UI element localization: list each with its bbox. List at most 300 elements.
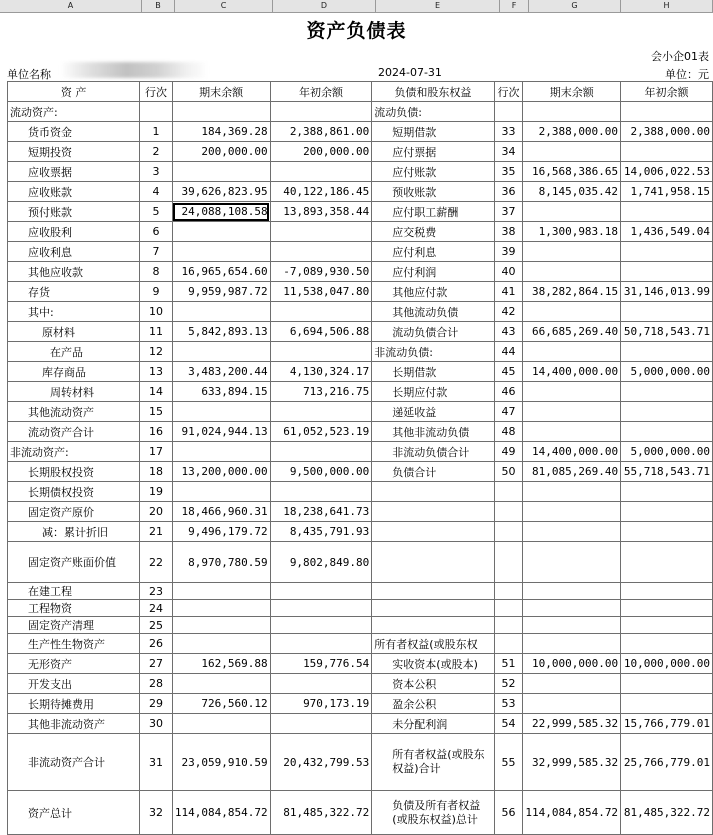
cell-h[interactable] <box>621 262 713 282</box>
cell-f[interactable]: 49 <box>494 442 523 462</box>
header-cell[interactable]: 行次 <box>494 82 523 102</box>
cell-c[interactable] <box>172 222 270 242</box>
cell-b[interactable]: 19 <box>140 482 172 502</box>
cell-b[interactable]: 3 <box>140 162 172 182</box>
cell-b[interactable]: 23 <box>140 583 172 600</box>
header-cell[interactable]: 年初余额 <box>621 82 713 102</box>
cell-a[interactable]: 原材料 <box>8 322 140 342</box>
cell-c[interactable]: 18,466,960.31 <box>172 502 270 522</box>
table-row <box>8 583 713 600</box>
cell-a[interactable]: 其他非流动资产 <box>8 714 140 734</box>
cell-a[interactable]: 长期债权投资 <box>8 482 140 502</box>
cell-g[interactable] <box>523 262 621 282</box>
cell-d[interactable] <box>270 242 372 262</box>
cell-c[interactable]: 9,496,179.72 <box>172 522 270 542</box>
cell-b[interactable]: 18 <box>140 462 172 482</box>
cell-f[interactable]: 36 <box>494 182 523 202</box>
cell-d[interactable] <box>270 674 372 694</box>
cell-e[interactable]: 长期应付款 <box>372 382 494 402</box>
cell-f[interactable]: 40 <box>494 262 523 282</box>
cell-b[interactable]: 24 <box>140 600 172 617</box>
cell-c[interactable] <box>172 102 270 122</box>
cell-b[interactable]: 10 <box>140 302 172 322</box>
cell-a[interactable]: 周转材料 <box>8 382 140 402</box>
table-row <box>8 302 713 322</box>
cell-h[interactable] <box>621 617 713 634</box>
cell-c[interactable]: 114,084,854.72 <box>172 791 270 835</box>
cell-b[interactable]: 29 <box>140 694 172 714</box>
cell-g[interactable] <box>523 242 621 262</box>
table-row <box>8 322 713 342</box>
cell-g[interactable] <box>523 482 621 502</box>
cell-h[interactable] <box>621 102 713 122</box>
cell-c[interactable] <box>172 617 270 634</box>
cell-e[interactable]: 负债合计 <box>372 462 494 482</box>
cell-c[interactable] <box>172 583 270 600</box>
cell-e[interactable] <box>372 522 494 542</box>
cell-a[interactable]: 非流动资产: <box>8 442 140 462</box>
cell-a[interactable]: 流动资产合计 <box>8 422 140 442</box>
cell-d[interactable] <box>270 482 372 502</box>
cell-f[interactable]: 54 <box>494 714 523 734</box>
table-header-row <box>8 82 713 102</box>
cell-f[interactable] <box>494 583 523 600</box>
cell-e[interactable]: 应付利息 <box>372 242 494 262</box>
cell-e[interactable]: 流动负债合计 <box>372 322 494 342</box>
cell-c[interactable]: 726,560.12 <box>172 694 270 714</box>
cell-b[interactable]: 11 <box>140 322 172 342</box>
cell-f[interactable]: 47 <box>494 402 523 422</box>
cell-g[interactable] <box>523 402 621 422</box>
cell-b[interactable]: 26 <box>140 634 172 654</box>
sheet-title: 资产负债表 <box>306 20 407 42</box>
column-header-h[interactable]: H <box>621 0 713 12</box>
cell-g[interactable] <box>523 102 621 122</box>
column-header-b[interactable]: B <box>142 0 175 12</box>
cell-b[interactable]: 9 <box>140 282 172 302</box>
cell-d[interactable] <box>270 600 372 617</box>
cell-f[interactable]: 52 <box>494 674 523 694</box>
cell-f[interactable]: 45 <box>494 362 523 382</box>
cell-a[interactable]: 固定资产账面价值 <box>8 542 140 583</box>
cell-b[interactable]: 1 <box>140 122 172 142</box>
cell-b[interactable]: 16 <box>140 422 172 442</box>
table-row <box>8 402 713 422</box>
cell-c[interactable] <box>172 302 270 322</box>
cell-g[interactable] <box>523 617 621 634</box>
cell-h[interactable] <box>621 422 713 442</box>
cell-g[interactable] <box>523 583 621 600</box>
cell-f[interactable] <box>494 102 523 122</box>
cell-b[interactable]: 32 <box>140 791 172 835</box>
cell-b[interactable] <box>140 102 172 122</box>
cell-a[interactable]: 流动资产: <box>8 102 140 122</box>
cell-f[interactable]: 42 <box>494 302 523 322</box>
cell-b[interactable]: 4 <box>140 182 172 202</box>
cell-e[interactable]: 应付利润 <box>372 262 494 282</box>
cell-h[interactable] <box>621 600 713 617</box>
cell-c[interactable]: 24,088,108.58 <box>172 202 270 222</box>
cell-c[interactable] <box>172 342 270 362</box>
cell-e[interactable] <box>372 542 494 583</box>
cell-d[interactable] <box>270 617 372 634</box>
cell-c[interactable]: 162,569.88 <box>172 654 270 674</box>
cell-d[interactable]: 40,122,186.45 <box>270 182 372 202</box>
cell-e[interactable]: 长期借款 <box>372 362 494 382</box>
cell-g[interactable]: 81,085,269.40 <box>523 462 621 482</box>
cell-f[interactable]: 34 <box>494 142 523 162</box>
cell-f[interactable] <box>494 502 523 522</box>
cell-d[interactable]: 18,238,641.73 <box>270 502 372 522</box>
cell-d[interactable] <box>270 342 372 362</box>
cell-e[interactable]: 应付账款 <box>372 162 494 182</box>
cell-e[interactable]: 其他流动负债 <box>372 302 494 322</box>
cell-h[interactable] <box>621 522 713 542</box>
cell-a[interactable]: 非流动资产合计 <box>8 734 140 791</box>
cell-h[interactable] <box>621 583 713 600</box>
cell-h[interactable]: 81,485,322.72 <box>621 791 713 835</box>
header-cell[interactable]: 年初余额 <box>270 82 372 102</box>
cell-a[interactable]: 固定资产原价 <box>8 502 140 522</box>
cell-g[interactable] <box>523 422 621 442</box>
cell-b[interactable]: 14 <box>140 382 172 402</box>
cell-f[interactable]: 53 <box>494 694 523 714</box>
cell-b[interactable]: 20 <box>140 502 172 522</box>
cell-e[interactable]: 非流动负债: <box>372 342 494 362</box>
cell-c[interactable] <box>172 714 270 734</box>
cell-f[interactable]: 51 <box>494 654 523 674</box>
cell-g[interactable] <box>523 542 621 583</box>
cell-c[interactable] <box>172 162 270 182</box>
cell-b[interactable]: 17 <box>140 442 172 462</box>
cell-d[interactable]: 4,130,324.17 <box>270 362 372 382</box>
cell-f[interactable] <box>494 482 523 502</box>
cell-h[interactable]: 1,741,958.15 <box>621 182 713 202</box>
cell-c[interactable]: 8,970,780.59 <box>172 542 270 583</box>
cell-f[interactable] <box>494 634 523 654</box>
cell-a[interactable]: 其中: <box>8 302 140 322</box>
cell-h[interactable] <box>621 542 713 583</box>
report-date: 2024-07-31 <box>378 66 442 79</box>
cell-h[interactable]: 25,766,779.01 <box>621 734 713 791</box>
column-header-a[interactable]: A <box>0 0 142 12</box>
cell-a[interactable]: 短期投资 <box>8 142 140 162</box>
cell-d[interactable]: 2,388,861.00 <box>270 122 372 142</box>
cell-g[interactable]: 38,282,864.15 <box>523 282 621 302</box>
cell-d[interactable]: 20,432,799.53 <box>270 734 372 791</box>
cell-a[interactable]: 预付账款 <box>8 202 140 222</box>
cell-d[interactable] <box>270 634 372 654</box>
cell-f[interactable]: 41 <box>494 282 523 302</box>
cell-c[interactable]: 39,626,823.95 <box>172 182 270 202</box>
table-row <box>8 142 713 162</box>
cell-c[interactable]: 91,024,944.13 <box>172 422 270 442</box>
cell-c[interactable]: 13,200,000.00 <box>172 462 270 482</box>
cell-d[interactable] <box>270 583 372 600</box>
cell-d[interactable] <box>270 714 372 734</box>
cell-f[interactable] <box>494 522 523 542</box>
currency-unit: 单位：元 <box>665 68 709 81</box>
cell-e[interactable] <box>372 617 494 634</box>
cell-e[interactable]: 应交税费 <box>372 222 494 242</box>
cell-g[interactable] <box>523 382 621 402</box>
cell-h[interactable]: 50,718,543.71 <box>621 322 713 342</box>
cell-d[interactable]: 13,893,358.44 <box>270 202 372 222</box>
cell-c[interactable]: 23,059,910.59 <box>172 734 270 791</box>
cell-b[interactable]: 21 <box>140 522 172 542</box>
cell-a[interactable]: 货币资金 <box>8 122 140 142</box>
cell-d[interactable]: 200,000.00 <box>270 142 372 162</box>
cell-g[interactable] <box>523 502 621 522</box>
cell-e[interactable]: 短期借款 <box>372 122 494 142</box>
cell-c[interactable] <box>172 634 270 654</box>
cell-f[interactable]: 38 <box>494 222 523 242</box>
cell-g[interactable]: 114,084,854.72 <box>523 791 621 835</box>
cell-e[interactable]: 实收资本(或股本) <box>372 654 494 674</box>
cell-g[interactable]: 1,300,983.18 <box>523 222 621 242</box>
cell-a[interactable]: 应收利息 <box>8 242 140 262</box>
column-header-f[interactable]: F <box>500 0 529 12</box>
table-row <box>8 734 713 791</box>
cell-h[interactable]: 5,000,000.00 <box>621 442 713 462</box>
table-row <box>8 634 713 654</box>
cell-e[interactable]: 预收账款 <box>372 182 494 202</box>
cell-g[interactable] <box>523 142 621 162</box>
cell-d[interactable] <box>270 402 372 422</box>
cell-g[interactable] <box>523 600 621 617</box>
cell-h[interactable] <box>621 142 713 162</box>
table-row <box>8 462 713 482</box>
cell-h[interactable] <box>621 502 713 522</box>
cell-c[interactable]: 16,965,654.60 <box>172 262 270 282</box>
table-row <box>8 222 713 242</box>
cell-h[interactable]: 2,388,000.00 <box>621 122 713 142</box>
cell-d[interactable] <box>270 162 372 182</box>
cell-a[interactable]: 在产品 <box>8 342 140 362</box>
cell-h[interactable] <box>621 634 713 654</box>
cell-g[interactable] <box>523 674 621 694</box>
cell-c[interactable] <box>172 242 270 262</box>
cell-c[interactable] <box>172 600 270 617</box>
cell-f[interactable]: 43 <box>494 322 523 342</box>
cell-g[interactable] <box>523 342 621 362</box>
cell-d[interactable]: 11,538,047.80 <box>270 282 372 302</box>
cell-d[interactable] <box>270 102 372 122</box>
cell-a[interactable]: 其他应收款 <box>8 262 140 282</box>
cell-g[interactable]: 2,388,000.00 <box>523 122 621 142</box>
cell-d[interactable]: -7,089,930.50 <box>270 262 372 282</box>
cell-f[interactable]: 55 <box>494 734 523 791</box>
cell-b[interactable]: 27 <box>140 654 172 674</box>
table-row <box>8 262 713 282</box>
header-cell[interactable]: 期末余额 <box>523 82 621 102</box>
cell-e[interactable]: 其他应付款 <box>372 282 494 302</box>
cell-b[interactable]: 15 <box>140 402 172 422</box>
cell-b[interactable]: 7 <box>140 242 172 262</box>
cell-b[interactable]: 28 <box>140 674 172 694</box>
cell-f[interactable]: 48 <box>494 422 523 442</box>
cell-a[interactable]: 减：累计折旧 <box>8 522 140 542</box>
cell-h[interactable]: 15,766,779.01 <box>621 714 713 734</box>
cell-h[interactable] <box>621 694 713 714</box>
cell-a[interactable]: 固定资产清理 <box>8 617 140 634</box>
cell-a[interactable]: 资产总计 <box>8 791 140 835</box>
cell-a[interactable]: 在建工程 <box>8 583 140 600</box>
header-cell[interactable]: 期末余额 <box>172 82 270 102</box>
cell-g[interactable] <box>523 302 621 322</box>
cell-b[interactable]: 22 <box>140 542 172 583</box>
cell-a[interactable]: 应收账款 <box>8 182 140 202</box>
cell-c[interactable]: 200,000.00 <box>172 142 270 162</box>
cell-g[interactable]: 8,145,035.42 <box>523 182 621 202</box>
cell-c[interactable]: 3,483,200.44 <box>172 362 270 382</box>
table-row <box>8 342 713 362</box>
cell-e[interactable]: 递延收益 <box>372 402 494 422</box>
cell-e[interactable]: 负债及所有者权益(或股东权益)总计 <box>372 791 494 835</box>
cell-c[interactable] <box>172 402 270 422</box>
cell-h[interactable] <box>621 342 713 362</box>
cell-h[interactable]: 55,718,543.71 <box>621 462 713 482</box>
column-header-d[interactable]: D <box>273 0 376 12</box>
cell-a[interactable]: 长期待摊费用 <box>8 694 140 714</box>
cell-e[interactable]: 应付票据 <box>372 142 494 162</box>
cell-b[interactable]: 30 <box>140 714 172 734</box>
cell-a[interactable]: 其他流动资产 <box>8 402 140 422</box>
cell-e[interactable]: 盈余公积 <box>372 694 494 714</box>
cell-d[interactable]: 713,216.75 <box>270 382 372 402</box>
cell-g[interactable]: 16,568,386.65 <box>523 162 621 182</box>
cell-c[interactable] <box>172 482 270 502</box>
cell-e[interactable]: 资本公积 <box>372 674 494 694</box>
cell-c[interactable]: 5,842,893.13 <box>172 322 270 342</box>
cell-h[interactable] <box>621 482 713 502</box>
cell-d[interactable] <box>270 302 372 322</box>
cell-a[interactable]: 生产性生物资产 <box>8 634 140 654</box>
cell-e[interactable]: 未分配利润 <box>372 714 494 734</box>
column-header-bar <box>0 0 713 13</box>
cell-e[interactable] <box>372 502 494 522</box>
cell-g[interactable]: 66,685,269.40 <box>523 322 621 342</box>
cell-d[interactable]: 159,776.54 <box>270 654 372 674</box>
cell-c[interactable] <box>172 442 270 462</box>
cell-h[interactable] <box>621 674 713 694</box>
cell-d[interactable]: 81,485,322.72 <box>270 791 372 835</box>
cell-c[interactable]: 633,894.15 <box>172 382 270 402</box>
cell-h[interactable] <box>621 202 713 222</box>
cell-e[interactable] <box>372 600 494 617</box>
table-row <box>8 162 713 182</box>
cell-e[interactable]: 应付职工薪酬 <box>372 202 494 222</box>
column-header-c[interactable]: C <box>175 0 273 12</box>
cell-f[interactable] <box>494 600 523 617</box>
cell-a[interactable]: 应收股利 <box>8 222 140 242</box>
cell-g[interactable]: 14,400,000.00 <box>523 362 621 382</box>
header-cell[interactable]: 资 产 <box>8 82 140 102</box>
cell-d[interactable]: 9,500,000.00 <box>270 462 372 482</box>
cell-f[interactable] <box>494 617 523 634</box>
cell-c[interactable]: 9,959,987.72 <box>172 282 270 302</box>
cell-d[interactable] <box>270 222 372 242</box>
cell-e[interactable] <box>372 583 494 600</box>
cell-g[interactable] <box>523 522 621 542</box>
cell-g[interactable] <box>523 694 621 714</box>
cell-g[interactable]: 32,999,585.32 <box>523 734 621 791</box>
cell-h[interactable]: 31,146,013.99 <box>621 282 713 302</box>
cell-g[interactable]: 10,000,000.00 <box>523 654 621 674</box>
cell-h[interactable]: 1,436,549.04 <box>621 222 713 242</box>
cell-d[interactable]: 6,694,506.88 <box>270 322 372 342</box>
cell-a[interactable]: 库存商品 <box>8 362 140 382</box>
cell-g[interactable]: 14,400,000.00 <box>523 442 621 462</box>
cell-f[interactable]: 39 <box>494 242 523 262</box>
cell-c[interactable] <box>172 674 270 694</box>
cell-f[interactable] <box>494 542 523 583</box>
cell-a[interactable]: 无形资产 <box>8 654 140 674</box>
column-header-g[interactable]: G <box>529 0 621 12</box>
cell-e[interactable]: 其他非流动负债 <box>372 422 494 442</box>
cell-h[interactable]: 14,006,022.53 <box>621 162 713 182</box>
cell-b[interactable]: 8 <box>140 262 172 282</box>
cell-a[interactable]: 工程物资 <box>8 600 140 617</box>
cell-b[interactable]: 5 <box>140 202 172 222</box>
table-row <box>8 482 713 502</box>
cell-d[interactable]: 61,052,523.19 <box>270 422 372 442</box>
cell-g[interactable] <box>523 202 621 222</box>
cell-e[interactable]: 所有者权益(或股东权益)合计 <box>372 734 494 791</box>
cell-d[interactable]: 8,435,791.93 <box>270 522 372 542</box>
cell-b[interactable]: 13 <box>140 362 172 382</box>
header-cell[interactable]: 行次 <box>140 82 172 102</box>
cell-h[interactable]: 5,000,000.00 <box>621 362 713 382</box>
cell-f[interactable]: 46 <box>494 382 523 402</box>
cell-a[interactable]: 存货 <box>8 282 140 302</box>
cell-h[interactable] <box>621 302 713 322</box>
cell-h[interactable] <box>621 382 713 402</box>
cell-g[interactable] <box>523 634 621 654</box>
cell-b[interactable]: 6 <box>140 222 172 242</box>
cell-f[interactable]: 44 <box>494 342 523 362</box>
table-row <box>8 791 713 835</box>
cell-b[interactable]: 12 <box>140 342 172 362</box>
cell-g[interactable]: 22,999,585.32 <box>523 714 621 734</box>
cell-d[interactable] <box>270 442 372 462</box>
cell-a[interactable]: 应收票据 <box>8 162 140 182</box>
cell-h[interactable] <box>621 402 713 422</box>
cell-b[interactable]: 31 <box>140 734 172 791</box>
table-row <box>8 654 713 674</box>
column-header-e[interactable]: E <box>376 0 500 12</box>
cell-e[interactable]: 非流动负债合计 <box>372 442 494 462</box>
cell-a[interactable]: 开发支出 <box>8 674 140 694</box>
cell-f[interactable]: 33 <box>494 122 523 142</box>
header-cell[interactable]: 负债和股东权益 <box>372 82 494 102</box>
cell-f[interactable]: 37 <box>494 202 523 222</box>
cell-h[interactable] <box>621 242 713 262</box>
cell-e[interactable]: 流动负债: <box>372 102 494 122</box>
cell-e[interactable]: 所有者权益(或股东权 <box>372 634 494 654</box>
cell-e[interactable] <box>372 482 494 502</box>
cell-b[interactable]: 25 <box>140 617 172 634</box>
cell-h[interactable]: 10,000,000.00 <box>621 654 713 674</box>
cell-f[interactable]: 50 <box>494 462 523 482</box>
cell-f[interactable]: 56 <box>494 791 523 835</box>
cell-b[interactable]: 2 <box>140 142 172 162</box>
cell-a[interactable]: 长期股权投资 <box>8 462 140 482</box>
cell-d[interactable]: 970,173.19 <box>270 694 372 714</box>
cell-c[interactable]: 184,369.28 <box>172 122 270 142</box>
cell-f[interactable]: 35 <box>494 162 523 182</box>
cell-d[interactable]: 9,802,849.80 <box>270 542 372 583</box>
